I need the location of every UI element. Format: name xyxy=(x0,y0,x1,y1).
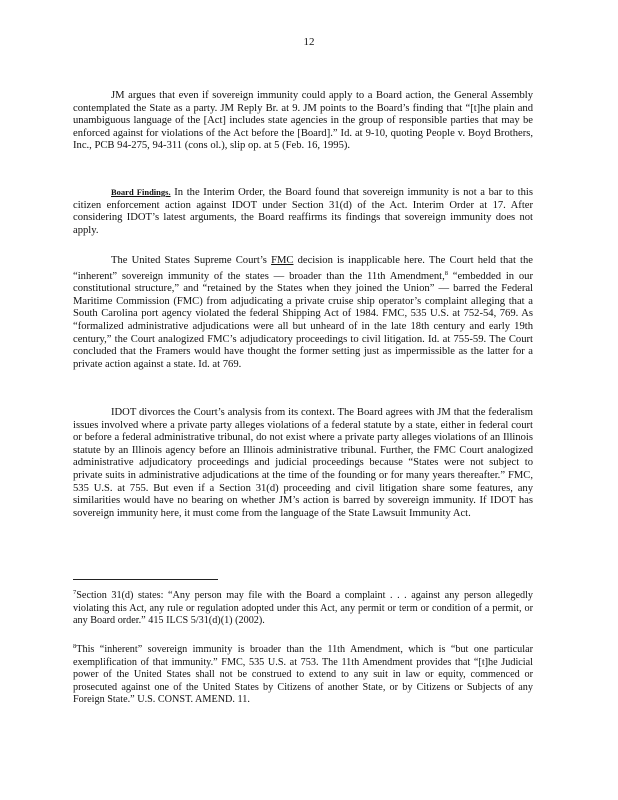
board-findings-heading: Board Findings. xyxy=(111,187,171,197)
footnote-8-text: This “inherent” sovereign immunity is broader than the 11th Amendment, which is “but one particular exemplification of that immunity.” FMC, 535 U.S. at 753. The 11th Amendment provides that “[t]he Judicial power of the United States shall not be construed to extend to any suit in law or equity, commenced or prosecuted against one of the United States by Citizens of another State, or by Citizens or Subjects of any Foreign State.” U.S. CONST. AMEND. 11. xyxy=(73,644,533,706)
footnote-ref-8: 8 xyxy=(444,269,448,277)
footnote-8-number: 8 xyxy=(73,643,77,650)
fmc-text-post: decision is inapplicable here. The Court held that the “inherent” sovereign immunity of the states — broader than the 11th Amendment, xyxy=(73,255,533,282)
paragraph-fmc-decision xyxy=(73,255,533,371)
fmc-text-rest: “embedded in our constitutional structure,” and “retained by the States when they joined the Union” — barred the Federal Maritime Commission (FMC) from adjudicating a private cruise ship operator’s complaint alleging that a South Carolina port agency violated the federal Shipping Act of 1984. FMC, 535 U.S. at 752-54, 769. As “formalized administrative adjudications were all but unheard of in the late 18th century and early 19th century,” the Court analogized FMC’s adjudicatory proceedings to civil litigation. Id. at 755-59. The Court concluded that the Framers would have thought the former setting just as impermissible as the latter for a private action against a state. Id. at 769. xyxy=(73,270,533,370)
footnote-7-number: 7 xyxy=(73,589,77,596)
paragraph-jm-argues: JM argues that even if sovereign immunity could apply to a Board action, the General Assembly contemplated the State as a party. JM Reply Br. at 9. JM points to the Board’s finding that “[t]he plain and unambiguous language of the [Act] includes state agencies in the group of responsible parties that may be enforced against for violations of the Act before the [Board].” Id. at 9-10, quoting People v. Boyd Brothers, Inc., PCB 94-275, 94-311 (cons ol.), slip op. at 5 (Feb. 16, 1995). xyxy=(73,90,533,152)
page-number: 12 xyxy=(303,36,315,48)
footnote-7-text: Section 31(d) states: “Any person may file with the Board a complaint . . . against any person allegedly violating this Act, any rule or regulation adopted under this Act, any permit or term or condition of a permit, or any Board order.” 415 ILCS 5/31(d)(1) (2002). xyxy=(73,590,533,627)
footnote-8 xyxy=(73,641,533,707)
footnote-divider xyxy=(73,579,218,580)
paragraph-board-findings xyxy=(73,186,533,237)
paragraph-idot-divorces: IDOT divorces the Court’s analysis from its context. The Board agrees with JM that the federalism issues involved where a private party alleges violations of a federal statute by a state, either in federal court or before a federal administrative tribunal, do not exist where a private party alleges violations of an Illinois statute by an Illinois agency before an Illinois administrative tribunal. Further, the FMC Court analogized administrative adjudicatory proceedings and judicial proceedings because “States were not subject to private suits in administrative adjudications at the time of the founding or for many years thereafter.” FMC, 535 U.S. at 755. But even if a Section 31(d) proceeding and civil litigation share some features, any similarities would have no bearing on whether JM’s action is barred by sovereign immunity. If IDOT has sovereign immunity here, it must come from the language of the State Lawsuit Immunity Act. xyxy=(73,407,533,519)
fmc-case-name: FMC xyxy=(271,255,294,266)
board-findings-text: In the Interim Order, the Board found that sovereign immunity is not a bar to this citizen enforcement action against IDOT under Section 31(d) of the Act. Interim Order at 17. After considering IDOT’s latest arguments, the Board reaffirms its findings that sovereign immunity does not apply. xyxy=(73,187,533,236)
footnote-7 xyxy=(73,587,533,628)
fmc-text-pre: The United States Supreme Court’s xyxy=(111,255,272,266)
